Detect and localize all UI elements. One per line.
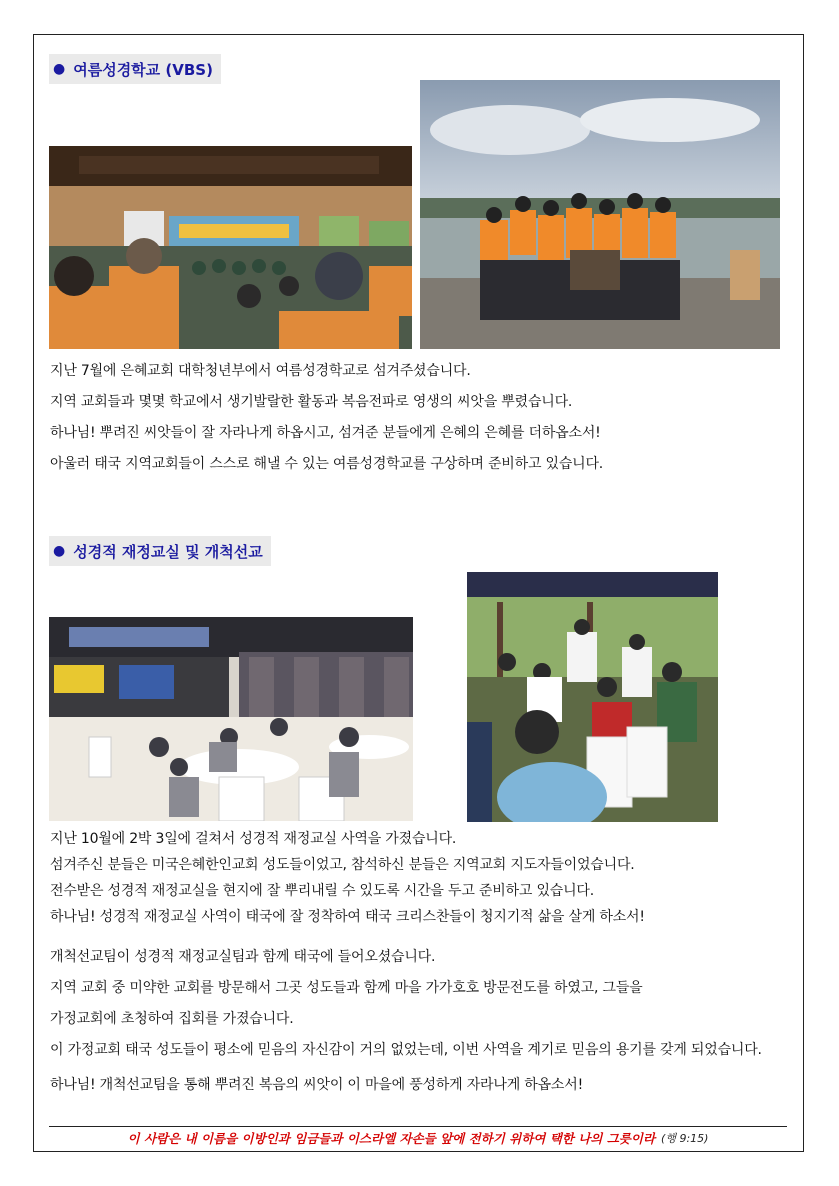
footer-verse — [49, 1126, 787, 1149]
text-line: 이 가정교회 태국 성도들이 평소에 믿음의 자신감이 거의 없었는데, 이번 사역을 계기로 믿음의 용기를 갖게 되었습니다. — [50, 1042, 762, 1058]
text-line: 지역 교회 중 미약한 교회를 방문해서 그곳 성도들과 함께 마을 가가호호 방문전도를 하였고, 그들을 — [50, 980, 643, 996]
verse-text: 이 사람은 내 이름을 이방인과 임금들과 이스라엘 자손들 앞에 전하기 위하여 택한 나의 그릇이라 — [127, 1131, 656, 1146]
house-church-photo — [467, 572, 718, 822]
section-title: 성경적 재정교실 및 개척선교 — [73, 542, 263, 561]
vbs-paragraph — [50, 356, 603, 480]
vbs-group-photo — [420, 80, 780, 349]
section-title: 여름성경학교 (VBS) — [73, 60, 213, 79]
text-line: 아울러 태국 지역교회들이 스스로 해낼 수 있는 여름성경학교를 구상하며 준비하고 있습니다. — [50, 456, 604, 472]
text-line: 전수받은 성경적 재정교실을 현지에 잘 뿌리내릴 수 있도록 시간을 두고 준비하고 있습니다. — [50, 883, 594, 899]
vbs-indoor-photo — [49, 146, 412, 349]
text-line: 가정교회에 초청하여 집회를 가졌습니다. — [50, 1011, 294, 1027]
bullet-icon: ● — [53, 543, 66, 559]
finance-paragraph — [50, 826, 645, 930]
text-line: 섬겨주신 분들은 미국은혜한인교회 성도들이었고, 참석하신 분들은 지역교회 지도자들이었습니다. — [50, 857, 635, 873]
section-heading-vbs — [49, 54, 221, 84]
text-line: 개척선교팀이 성경적 재정교실팀과 함께 태국에 들어오셨습니다. — [50, 949, 436, 965]
text-line: 하나님! 성경적 재정교실 사역이 태국에 잘 정착하여 태국 크리스찬들이 청지기적 삶을 살게 하소서! — [50, 909, 645, 925]
bullet-icon: ● — [53, 61, 66, 77]
text-line: 지난 10월에 2박 3일에 걸쳐서 성경적 재정교실 사역을 가졌습니다. — [50, 831, 457, 847]
text-line: 지역 교회들과 몇몇 학교에서 생기발랄한 활동과 복음전파로 영생의 씨앗을 뿌렸습니다. — [50, 394, 573, 410]
pioneer-mission-paragraph — [50, 942, 790, 1101]
verse-reference: (행 9:15) — [661, 1132, 709, 1145]
text-line: 하나님! 개척선교팀을 통해 뿌려진 복음의 씨앗이 이 마을에 풍성하게 자라나게 하옵소서! — [50, 1077, 583, 1093]
section-heading-finance — [49, 536, 271, 566]
text-line: 지난 7월에 은혜교회 대학청년부에서 여름성경학교로 섬겨주셨습니다. — [50, 363, 471, 379]
finance-class-photo — [49, 617, 413, 821]
text-line: 하나님! 뿌려진 씨앗들이 잘 자라나게 하옵시고, 섬겨준 분들에게 은혜의 은혜를 더하옵소서! — [50, 425, 601, 441]
